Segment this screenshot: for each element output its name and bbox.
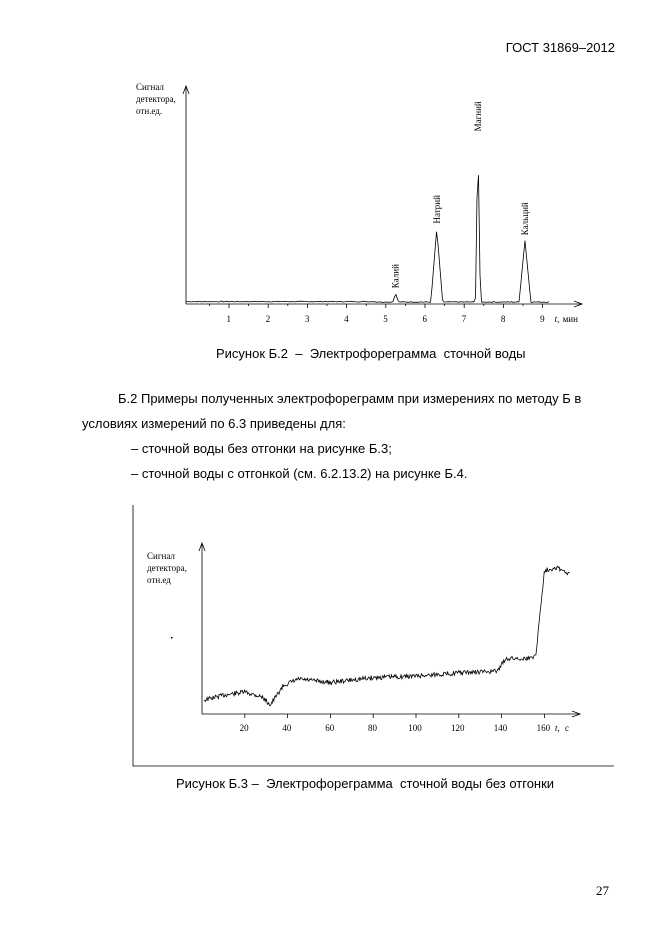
b3-x-tick-label: 100 [408,723,422,733]
b2-y-axis-label-line-1: Сигнал [136,82,164,92]
b3-x-unit: с [565,723,569,733]
b2-y-axis-label-line-3: отн.ед. [136,106,163,116]
b2-x-tick-label: 6 [422,314,427,324]
b2-y-axis-label-line-2: детектора, [136,94,176,104]
b2-axes [183,86,582,308]
b3-x-tick-label: 80 [368,723,377,733]
bullet-item-2: – сточной воды с отгонкой (см. 6.2.13.2) на рисунке Б.4. [131,466,468,481]
document-standard-code: ГОСТ 31869–2012 [505,40,615,55]
b3-x-unit-t: t, [555,723,560,733]
b2-peak-labels [391,101,530,288]
b3-y-axis-label-line-1: Сигнал [147,551,175,561]
b2-signal-trace [186,175,549,302]
b2-x-tick-label: 3 [304,314,310,324]
b3-x-tick-label: 60 [325,723,335,733]
b2-x-tick-label: 2 [265,314,271,324]
b2-peak-label: Натрий [431,195,442,224]
electropherogram-b3 [128,505,618,771]
b3-x-tick-label: 40 [282,723,292,733]
paragraph-b2-line-1: Б.2 Примеры полученных электрофореграмм при измерениях по методу Б в [118,391,582,406]
b2-x-unit: мин [562,314,578,324]
electropherogram-b2 [136,80,606,330]
b2-x-tick-label: 5 [383,314,388,324]
b3-x-tick-label: 140 [493,723,508,733]
b3-x-tick-labels [240,723,551,733]
figure-b2-caption: Рисунок Б.2 – Электрофореграмма сточной воды [216,346,526,361]
b2-x-tick-label: 7 [461,314,467,324]
b2-x-tick-label: 1 [226,314,231,324]
b3-y-axis-label-line-3: отн.ед [147,575,171,585]
b2-x-tick-label: 9 [540,314,545,324]
b3-axes [199,543,580,718]
paragraph-b2-line-2: условиях измерений по 6.3 приведены для: [82,416,346,431]
b3-y-axis-label-line-2: детектора, [147,563,187,573]
b3-x-tick-label: 20 [239,723,249,733]
b2-peak-label: Магний [472,101,483,132]
b2-peak-label: Кальций [519,202,530,236]
b3-signal-trace [204,566,570,706]
bullet-item-1: – сточной воды без отгонки на рисунке Б.3; [131,441,392,456]
b2-x-tick-labels [227,314,546,324]
page-number: 27 [596,883,609,898]
b3-x-tick-label: 120 [451,723,465,733]
b3-x-tick-label: 160 [536,723,551,733]
b2-x-unit-t: t, [554,314,560,324]
b2-x-tick-label: 4 [344,314,349,324]
b2-peak-label: Калий [390,264,401,289]
b2-x-tick-label: 8 [500,314,506,324]
figure-b3-caption: Рисунок Б.3 – Электрофореграмма сточной воды без отгонки [176,776,555,791]
b3-stray-mark [171,637,173,639]
